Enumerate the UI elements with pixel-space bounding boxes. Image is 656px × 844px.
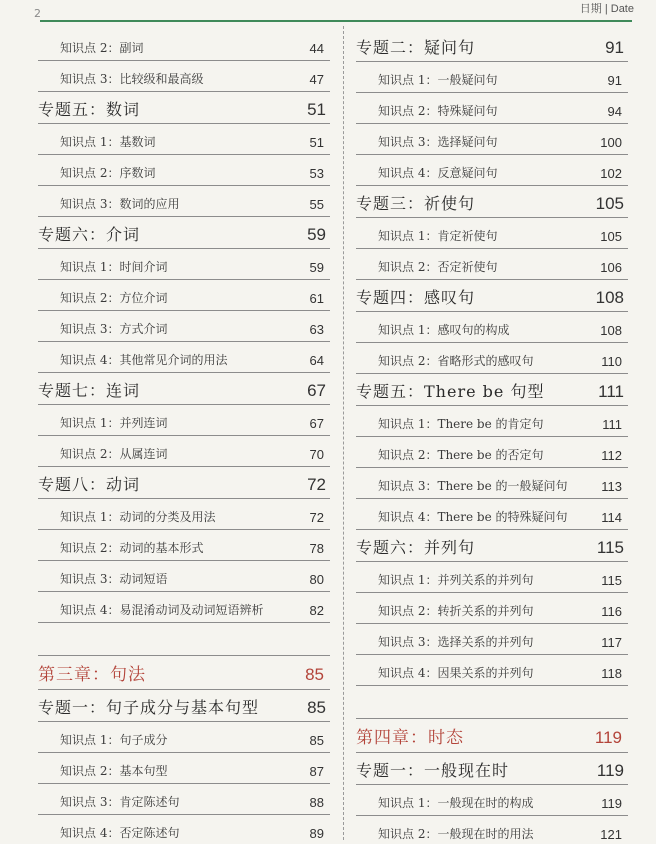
toc-point-label: 知识点 2：序数词 [60, 166, 156, 180]
toc-point-row[interactable] [38, 311, 330, 342]
toc-point-row[interactable] [38, 592, 330, 623]
toc-page-number: 72 [307, 475, 326, 494]
toc-point-label: 知识点 3：动词短语 [60, 572, 168, 586]
toc-page-number: 119 [601, 796, 622, 811]
toc-point-row[interactable] [38, 61, 330, 92]
toc-point-row[interactable] [356, 468, 628, 499]
toc-point-row[interactable] [38, 30, 330, 61]
toc-page-number: 55 [309, 197, 324, 212]
date-label: 日期 | Date [579, 3, 634, 15]
column-divider [343, 26, 344, 840]
toc-page-number: 112 [601, 448, 622, 463]
toc-point-label: 知识点 1：时间介词 [60, 260, 168, 274]
toc-topic-row[interactable] [38, 373, 330, 405]
toc-right-column [356, 30, 628, 844]
toc-point-row[interactable] [356, 124, 628, 155]
toc-page-number: 59 [309, 260, 324, 275]
toc-topic-label: 专题六：并列句 [356, 538, 476, 557]
toc-topic-label: 专题四：感叹句 [356, 288, 476, 307]
toc-topic-row[interactable] [38, 690, 330, 722]
toc-point-label: 知识点 3：选择关系的并列句 [378, 635, 534, 649]
toc-topic-label: 专题一：句子成分与基本句型 [38, 698, 260, 717]
toc-topic-label: 专题五：数词 [38, 100, 141, 119]
toc-point-row[interactable] [356, 312, 628, 343]
toc-point-label: 知识点 3：肯定陈述句 [60, 795, 180, 809]
toc-page-number: 85 [307, 698, 326, 717]
toc-chapter-row[interactable] [356, 719, 628, 753]
toc-point-row[interactable] [38, 186, 330, 217]
toc-page-number: 64 [309, 353, 324, 368]
toc-page-number: 108 [595, 288, 624, 307]
toc-page-number: 105 [600, 229, 622, 244]
toc-page-number: 61 [309, 291, 324, 306]
toc-point-label: 知识点 4：反意疑问句 [378, 166, 498, 180]
toc-point-label: 知识点 1：句子成分 [60, 733, 168, 747]
header-rule [40, 20, 632, 22]
toc-page-number: 47 [309, 72, 324, 87]
toc-point-label: 知识点 1：一般现在时的构成 [378, 796, 534, 810]
toc-point-row[interactable] [38, 561, 330, 592]
toc-point-label: 知识点 3：There be 的一般疑问句 [378, 479, 568, 493]
toc-topic-label: 专题七：连词 [38, 381, 141, 400]
toc-point-label: 知识点 4：否定陈述句 [60, 826, 180, 840]
toc-point-row[interactable] [38, 155, 330, 186]
toc-point-label: 知识点 1：感叹句的构成 [378, 323, 510, 337]
toc-point-label: 知识点 2：There be 的否定句 [378, 448, 544, 462]
toc-point-row[interactable] [356, 249, 628, 280]
toc-page-number: 118 [601, 666, 622, 681]
toc-point-row[interactable] [356, 816, 628, 844]
toc-topic-label: 专题一：一般现在时 [356, 761, 510, 780]
toc-point-label: 知识点 4：其他常见介词的用法 [60, 353, 228, 367]
toc-topic-row[interactable] [356, 280, 628, 312]
page-header [0, 0, 656, 24]
toc-page-number: 87 [309, 764, 324, 779]
toc-point-row[interactable] [356, 499, 628, 530]
toc-page-number: 117 [601, 635, 622, 650]
toc-point-row[interactable] [356, 343, 628, 374]
toc-point-label: 知识点 1：There be 的肯定句 [378, 417, 544, 431]
toc-page-number: 100 [600, 135, 622, 150]
toc-point-row[interactable] [38, 124, 330, 155]
toc-point-label: 知识点 2：动词的基本形式 [60, 541, 204, 555]
toc-page-number: 44 [309, 41, 324, 56]
toc-topic-row[interactable] [356, 753, 628, 785]
toc-chapter-label: 第三章：句法 [38, 665, 146, 685]
toc-point-row[interactable] [38, 784, 330, 815]
toc-page-number: 70 [309, 447, 324, 462]
toc-page-number: 111 [598, 382, 624, 401]
toc-topic-row[interactable] [38, 217, 330, 249]
toc-page-number: 113 [601, 479, 622, 494]
toc-point-label: 知识点 2：一般现在时的用法 [378, 827, 534, 841]
page-number: 2 [34, 7, 41, 20]
toc-topic-row[interactable] [356, 30, 628, 62]
toc-point-row[interactable] [356, 62, 628, 93]
toc-point-row[interactable] [356, 218, 628, 249]
toc-topic-row[interactable] [38, 92, 330, 124]
toc-point-label: 知识点 2：否定祈使句 [378, 260, 498, 274]
toc-point-row[interactable] [356, 593, 628, 624]
toc-page-number: 82 [309, 603, 324, 618]
toc-point-label: 知识点 2：转折关系的并列句 [378, 604, 534, 618]
toc-point-label: 知识点 2：省略形式的感叹句 [378, 354, 534, 368]
toc-point-label: 知识点 4：易混淆动词及动词短语辨析 [60, 603, 264, 617]
toc-page-number: 106 [600, 260, 622, 275]
toc-page-number: 80 [309, 572, 324, 587]
toc-page-number: 53 [309, 166, 324, 181]
toc-page-number: 85 [309, 733, 324, 748]
toc-page-number: 119 [596, 761, 624, 780]
toc-spacer [356, 686, 628, 719]
toc-point-label: 知识点 4：There be 的特殊疑问句 [378, 510, 568, 524]
toc-point-row[interactable] [38, 342, 330, 373]
toc-point-row[interactable] [38, 530, 330, 561]
toc-topic-row[interactable] [38, 467, 330, 499]
toc-topic-row[interactable] [356, 186, 628, 218]
toc-point-label: 知识点 1：并列连词 [60, 416, 168, 430]
toc-page-number: 89 [309, 826, 324, 841]
toc-page-number: 102 [600, 166, 622, 181]
toc-point-label: 知识点 2：从属连词 [60, 447, 168, 461]
toc-point-label: 知识点 1：动词的分类及用法 [60, 510, 216, 524]
toc-point-row[interactable] [356, 93, 628, 124]
toc-page-number: 72 [309, 510, 324, 525]
toc-point-row[interactable] [38, 280, 330, 311]
toc-point-row[interactable] [356, 406, 628, 437]
toc-point-row[interactable] [356, 155, 628, 186]
toc-page-number: 114 [601, 510, 622, 525]
toc-page-number: 119 [594, 728, 622, 747]
toc-page-number: 105 [595, 194, 624, 213]
toc-point-label: 知识点 3：比较级和最高级 [60, 72, 204, 86]
toc-page-number: 59 [307, 225, 326, 244]
toc-page-number: 51 [307, 100, 326, 119]
toc-page-number: 111 [602, 417, 622, 432]
toc-page-number: 108 [600, 323, 622, 338]
toc-page-number: 85 [305, 665, 324, 684]
toc-topic-label: 专题二：疑问句 [356, 38, 476, 57]
toc-chapter-row[interactable] [38, 656, 330, 690]
toc-point-label: 知识点 3：选择疑问句 [378, 135, 498, 149]
toc-topic-label: 专题五：There be 句型 [356, 382, 545, 401]
toc-page-number: 51 [309, 135, 324, 150]
toc-page-number: 110 [601, 354, 622, 369]
toc-page-number: 91 [605, 38, 624, 57]
toc-point-label: 知识点 1：基数词 [60, 135, 156, 149]
toc-point-row[interactable] [38, 249, 330, 280]
toc-point-label: 知识点 2：副词 [60, 41, 144, 55]
toc-point-row[interactable] [38, 405, 330, 436]
toc-point-row[interactable] [38, 499, 330, 530]
toc-point-row[interactable] [356, 562, 628, 593]
toc-page-number: 63 [309, 322, 324, 337]
toc-page-number: 78 [309, 541, 324, 556]
toc-point-label: 知识点 2：基本句型 [60, 764, 168, 778]
toc-point-row[interactable] [356, 624, 628, 655]
toc-topic-row[interactable] [356, 530, 628, 562]
toc-point-label: 知识点 2：特殊疑问句 [378, 104, 498, 118]
toc-topic-label: 专题六：介词 [38, 225, 141, 244]
toc-point-label: 知识点 1：肯定祈使句 [378, 229, 498, 243]
toc-point-label: 知识点 1：并列关系的并列句 [378, 573, 534, 587]
toc-point-label: 知识点 4：因果关系的并列句 [378, 666, 534, 680]
toc-point-label: 知识点 2：方位介词 [60, 291, 168, 305]
toc-topic-label: 专题三：祈使句 [356, 194, 476, 213]
toc-topic-label: 专题八：动词 [38, 475, 141, 494]
toc-topic-row[interactable] [356, 374, 628, 406]
toc-page-number: 67 [309, 416, 324, 431]
toc-left-column [38, 30, 330, 844]
toc-page-number: 116 [601, 604, 622, 619]
toc-point-row[interactable] [38, 815, 330, 844]
toc-point-row[interactable] [356, 437, 628, 468]
toc-point-row[interactable] [38, 753, 330, 784]
toc-point-row[interactable] [38, 722, 330, 753]
toc-page-number: 115 [596, 538, 624, 557]
toc-point-row[interactable] [38, 436, 330, 467]
toc-point-label: 知识点 1：一般疑问句 [378, 73, 498, 87]
toc-page-number: 91 [607, 73, 622, 88]
toc-point-row[interactable] [356, 655, 628, 686]
toc-spacer [38, 623, 330, 656]
toc-page-number: 94 [607, 104, 622, 119]
toc-chapter-label: 第四章：时态 [356, 728, 464, 748]
toc-point-label: 知识点 3：方式介词 [60, 322, 168, 336]
toc-page-number: 67 [307, 381, 326, 400]
toc-page-number: 115 [601, 573, 622, 588]
toc-point-label: 知识点 3：数词的应用 [60, 197, 180, 211]
toc-point-row[interactable] [356, 785, 628, 816]
toc-page-number: 121 [600, 827, 622, 842]
toc-page-number: 88 [309, 795, 324, 810]
